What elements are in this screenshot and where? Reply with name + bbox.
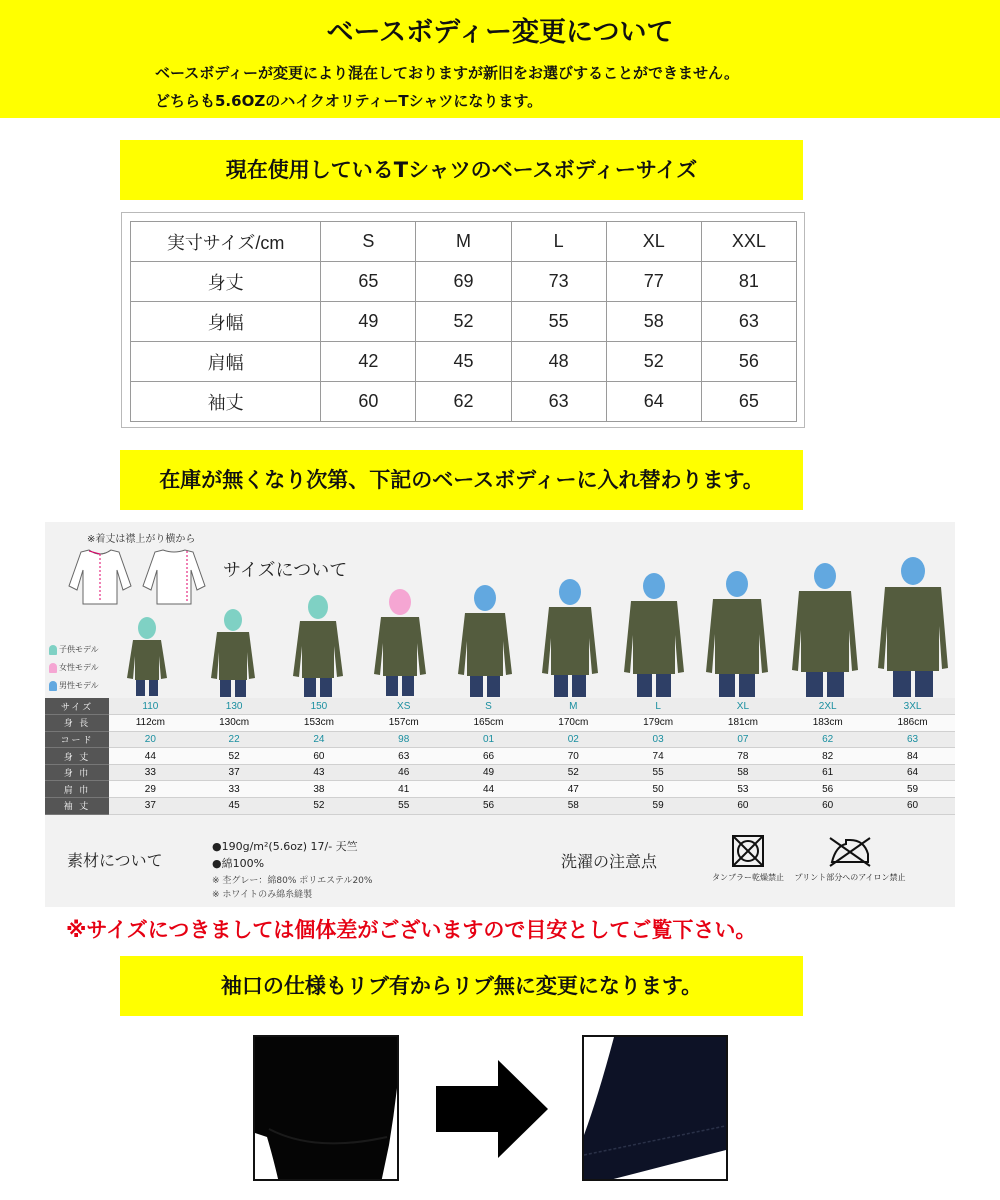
size-table-cell: 56 — [701, 342, 796, 382]
cuff-change-heading: 袖口の仕様もリブ有からリブ無に変更になります。 — [120, 956, 803, 1016]
size-heading: サイズについて — [223, 560, 348, 581]
ribbed-cuff-image — [255, 1037, 399, 1181]
banner-title: ベースボディー変更について — [326, 17, 674, 48]
table-cell: 24 — [277, 731, 362, 748]
table-cell: 59 — [870, 781, 955, 798]
size-table-cell: 73 — [511, 262, 606, 302]
model-figure-130 — [207, 608, 259, 698]
banner-line-1: ベースボディーが変更により混在しておりますが新旧をお選びすることができません。 — [155, 64, 739, 82]
row-label: サイズ — [45, 698, 109, 715]
legend-kid-label: 子供モデル — [59, 645, 99, 654]
model-figure-xs — [371, 588, 429, 698]
table-cell: 29 — [109, 781, 192, 798]
legend-male-label: 男性モデル — [59, 681, 99, 690]
current-body-heading: 現在使用しているTシャツのベースボディーサイズ — [120, 140, 803, 200]
table-cell: XL — [701, 698, 786, 715]
size-table-cell: 実寸サイズ/cm — [131, 222, 321, 262]
male-model-icon — [49, 681, 57, 691]
row-label: 身 長 — [45, 715, 109, 732]
table-cell: 20 — [109, 731, 192, 748]
size-table-row — [131, 382, 797, 422]
table-cell: 43 — [277, 764, 362, 781]
table-cell: 66 — [446, 748, 531, 765]
table-cell: 60 — [870, 798, 955, 815]
model-figure-3xl — [875, 556, 951, 698]
size-table-cell: L — [511, 222, 606, 262]
size-table-cell: 63 — [511, 382, 606, 422]
table-cell: 153cm — [277, 715, 362, 732]
table-cell: 98 — [361, 731, 446, 748]
size-table-cell: 52 — [416, 302, 511, 342]
size-table-cell: 69 — [416, 262, 511, 302]
size-table-cell: 65 — [321, 262, 416, 302]
size-table-cell: 63 — [701, 302, 796, 342]
size-table-cell: 肩幅 — [131, 342, 321, 382]
legend-female — [49, 662, 99, 673]
size-table-cell: 49 — [321, 302, 416, 342]
new-plain-cuff-photo — [582, 1035, 728, 1181]
size-table-cell: 60 — [321, 382, 416, 422]
current-size-table — [121, 212, 805, 428]
table-cell: S — [446, 698, 531, 715]
female-model-icon — [49, 663, 57, 673]
material-line-4: ※ ホワイトのみ綿糸縫製 — [212, 890, 313, 900]
body-length-row — [45, 748, 955, 765]
size-table-cell: XL — [606, 222, 701, 262]
table-cell: 52 — [192, 748, 277, 765]
model-figure-l — [621, 572, 687, 698]
material-line-3: ※ 杢グレー：綿80% ポリエステル20% — [212, 876, 373, 886]
table-cell: 02 — [531, 731, 616, 748]
table-cell: 150 — [277, 698, 362, 715]
size-table-cell: 袖丈 — [131, 382, 321, 422]
table-cell: 63 — [870, 731, 955, 748]
table-cell: 62 — [785, 731, 870, 748]
plain-cuff-image — [584, 1037, 728, 1181]
table-cell: 58 — [531, 798, 616, 815]
table-cell: 63 — [361, 748, 446, 765]
table-cell: 2XL — [785, 698, 870, 715]
model-figure-m — [539, 578, 601, 698]
table-cell: 82 — [785, 748, 870, 765]
body-width-row — [45, 764, 955, 781]
legend-female-label: 女性モデル — [59, 663, 99, 672]
table-cell: 52 — [531, 764, 616, 781]
table-cell: 38 — [277, 781, 362, 798]
washing-title: 洗濯の注意点 — [561, 852, 658, 871]
size-table-cell: 48 — [511, 342, 606, 382]
table-cell: 157cm — [361, 715, 446, 732]
new-body-size-table — [45, 698, 955, 815]
table-cell: 22 — [192, 731, 277, 748]
table-cell: L — [616, 698, 701, 715]
row-label: 肩 巾 — [45, 781, 109, 798]
table-cell: 03 — [616, 731, 701, 748]
legend-male — [49, 680, 99, 691]
size-table-cell: XXL — [701, 222, 796, 262]
old-ribbed-cuff-photo — [253, 1035, 399, 1181]
table-cell: 44 — [446, 781, 531, 798]
size-table-cell: 45 — [416, 342, 511, 382]
shirt-back-diagram-icon — [141, 546, 207, 606]
legend-kid — [49, 644, 99, 655]
table-cell: M — [531, 698, 616, 715]
table-cell: 58 — [701, 764, 786, 781]
table-cell: XS — [361, 698, 446, 715]
size-table-cell: 身丈 — [131, 262, 321, 302]
table-cell: 61 — [785, 764, 870, 781]
size-table-row — [131, 262, 797, 302]
table-cell: 74 — [616, 748, 701, 765]
table-cell: 44 — [109, 748, 192, 765]
iron-print-prohibited — [785, 834, 915, 883]
table-cell: 55 — [616, 764, 701, 781]
table-cell: 110 — [109, 698, 192, 715]
size-table-cell: 身幅 — [131, 302, 321, 342]
model-figure-150 — [290, 594, 346, 698]
size-table-row — [131, 342, 797, 382]
size-table-cell: 77 — [606, 262, 701, 302]
row-label: 身 巾 — [45, 764, 109, 781]
size-table-cell: 58 — [606, 302, 701, 342]
table-cell: 55 — [361, 798, 446, 815]
table-cell: 37 — [109, 798, 192, 815]
table-cell: 186cm — [870, 715, 955, 732]
model-figure-s — [455, 584, 515, 698]
shoulder-width-row — [45, 781, 955, 798]
table-cell: 53 — [701, 781, 786, 798]
product-size-chart — [45, 522, 955, 907]
table-cell: 01 — [446, 731, 531, 748]
table-cell: 84 — [870, 748, 955, 765]
size-table-cell: 55 — [511, 302, 606, 342]
height-row — [45, 715, 955, 732]
size-table-cell: 62 — [416, 382, 511, 422]
size-table-cell: 42 — [321, 342, 416, 382]
table-cell: 37 — [192, 764, 277, 781]
table-cell: 52 — [277, 798, 362, 815]
size-row — [45, 698, 955, 715]
size-table-row — [131, 302, 797, 342]
size-table-cell: S — [321, 222, 416, 262]
code-row — [45, 731, 955, 748]
table-cell: 130cm — [192, 715, 277, 732]
table-cell: 33 — [109, 764, 192, 781]
table-cell: 60 — [785, 798, 870, 815]
row-label: 身 丈 — [45, 748, 109, 765]
table-cell: 181cm — [701, 715, 786, 732]
size-table-cell: M — [416, 222, 511, 262]
material-line-1: ●190g/m²(5.6oz) 17/- 天竺 — [212, 840, 358, 853]
row-label: コード — [45, 731, 109, 748]
size-table-header-row — [131, 222, 797, 262]
model-figure-2xl — [789, 562, 861, 698]
table-cell: 60 — [701, 798, 786, 815]
table-cell: 47 — [531, 781, 616, 798]
size-table-cell: 64 — [606, 382, 701, 422]
table-cell: 112cm — [109, 715, 192, 732]
table-cell: 64 — [870, 764, 955, 781]
size-table-cell: 65 — [701, 382, 796, 422]
kid-model-icon — [49, 645, 57, 655]
table-cell: 59 — [616, 798, 701, 815]
tumble-dry-label: タンブラー乾燥禁止 — [712, 873, 784, 882]
table-cell: 45 — [192, 798, 277, 815]
shirt-front-diagram-icon — [67, 546, 133, 606]
table-cell: 56 — [785, 781, 870, 798]
table-cell: 07 — [701, 731, 786, 748]
no-tumble-dry-icon — [730, 834, 766, 868]
replacement-heading: 在庫が無くなり次第、下記のベースボディーに入れ替わります。 — [120, 450, 803, 510]
table-cell: 170cm — [531, 715, 616, 732]
sleeve-length-row — [45, 798, 955, 815]
table-cell: 3XL — [870, 698, 955, 715]
table-cell: 183cm — [785, 715, 870, 732]
table-cell: 41 — [361, 781, 446, 798]
table-cell: 165cm — [446, 715, 531, 732]
length-note: ※着丈は襟上がり横から — [87, 534, 196, 545]
table-cell: 49 — [446, 764, 531, 781]
size-table-cell: 52 — [606, 342, 701, 382]
table-cell: 179cm — [616, 715, 701, 732]
table-cell: 56 — [446, 798, 531, 815]
iron-print-label: プリント部分へのアイロン禁止 — [794, 873, 906, 882]
table-cell: 50 — [616, 781, 701, 798]
size-table-cell: 81 — [701, 262, 796, 302]
top-banner — [0, 0, 1000, 118]
table-cell: 78 — [701, 748, 786, 765]
right-arrow-icon — [436, 1060, 548, 1158]
table-cell: 130 — [192, 698, 277, 715]
table-cell: 33 — [192, 781, 277, 798]
row-label: 袖 丈 — [45, 798, 109, 815]
no-iron-icon — [826, 834, 874, 868]
table-cell: 46 — [361, 764, 446, 781]
model-figure-110 — [123, 616, 171, 698]
table-cell: 60 — [277, 748, 362, 765]
model-figure-xl — [703, 570, 771, 698]
banner-line-2: どちらも5.6OZのハイクオリティーTシャツになります。 — [155, 92, 543, 110]
size-variance-warning: ※サイズにつきましては個体差がございますので目安としてご覧下さい。 — [66, 918, 757, 942]
table-cell: 70 — [531, 748, 616, 765]
material-line-2: ●綿100% — [212, 857, 265, 870]
material-title: 素材について — [67, 851, 163, 870]
